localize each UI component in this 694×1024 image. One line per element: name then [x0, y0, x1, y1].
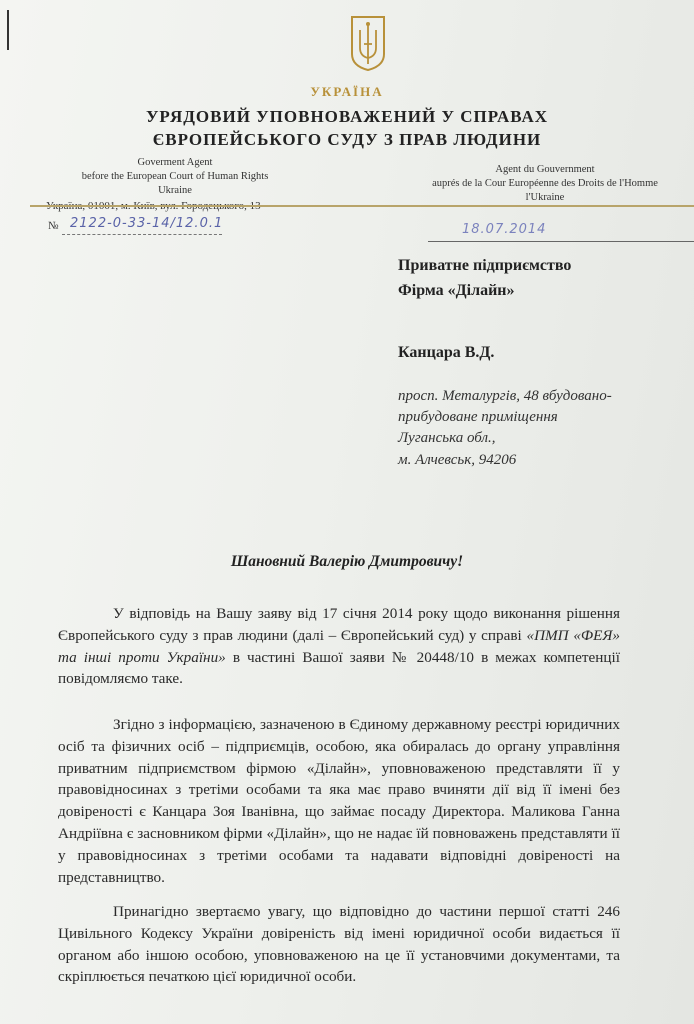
agent-fr-line1: Agent du Gouvernment	[495, 164, 595, 175]
paragraph-3	[58, 901, 620, 988]
paragraph-2	[58, 714, 620, 888]
paragraph-1-start: У відповідь на Вашу заяву від 17 січня 2014 року щодо виконання рішення Європейського суду з прав людини (далі – Європейський суд) у справі	[58, 605, 620, 644]
date-line	[428, 241, 694, 242]
recipient-address-line4: м. Алчевськ, 94206	[398, 452, 517, 468]
agent-english	[40, 156, 310, 198]
recipient-company-type: Приватне підприємство	[398, 257, 572, 274]
org-title-line2: ЄВРОПЕЙСЬКОГО СУДУ З ПРАВ ЛЮДИНИ	[152, 130, 542, 149]
agent-en-line2: before the European Court of Human Rights	[81, 171, 269, 182]
ref-number-label: №	[48, 220, 59, 232]
margin-mark	[7, 10, 9, 50]
recipient-address-line3: Луганська обл.,	[398, 430, 496, 446]
paragraph-1	[58, 603, 620, 690]
header-divider	[30, 205, 694, 207]
agent-french	[400, 163, 690, 205]
org-title-line1: УРЯДОВИЙ УПОВНОВАЖЕНИЙ У СПРАВАХ	[145, 107, 549, 126]
agent-fr-line2: auprés de la Cour Européenne des Droits de l'Homme	[432, 178, 658, 189]
recipient-address-line1: просп. Металургів, 48 вбудовано-	[398, 388, 612, 404]
recipient-company-name: Фірма «Ділайн»	[398, 282, 515, 299]
trident-emblem-icon	[349, 14, 387, 72]
paragraph-2-text: Згідно з інформацією, зазначеною в Єдиному державному реєстрі юридичних осіб та фізичних осіб – підприємців, особою, яка обиралась до органу управління приватним підприємством фірмою «Ділайн», уповноваженою представляти її у правовідносинах з третіми особами та яка має право вчиняти дії від її імені без довіреності є Канцара Зоя Іванівна, що займає посаду Директора. Маликова Ганна Андріївна є засновником фірми «Ділайн», що не надає їй повноважень представляти її у правовідносинах з третіми особами та надавати відповідні довіреності на представництво.	[58, 716, 620, 886]
agent-en-line1: Goverment Agent	[137, 157, 213, 168]
paragraph-1-end: в частині Вашої заяви № 20448/10 в межах компетенції повідомляємо таке.	[58, 648, 620, 688]
case-name: «ПМП «ФЕЯ» та інші проти України»	[58, 626, 620, 666]
country-label: УКРАЇНА	[310, 84, 384, 99]
agent-fr-line3: l'Ukraine	[525, 192, 565, 203]
agent-en-line3: Ukraine	[158, 185, 192, 196]
recipient-address-line2: прибудоване приміщення	[398, 409, 558, 425]
paragraph-3-text: Принагідно звертаємо увагу, що відповідно до частини першої статті 246 Цивільного Кодексу України довіреність від імені юридичної особи видається її органом або іншою особою, уповноваженою на це її установчими документами, та скріплюється печаткою цієї юридичної особи.	[58, 903, 620, 986]
letter-date: 18.07.2014	[462, 222, 547, 237]
ref-number-value: 2122-0-33-14/12.0.1	[70, 216, 224, 231]
salutation: Шановний Валерію Дмитровичу!	[230, 553, 464, 570]
ref-number-line	[62, 234, 222, 235]
recipient-person: Канцара В.Д.	[398, 344, 495, 361]
